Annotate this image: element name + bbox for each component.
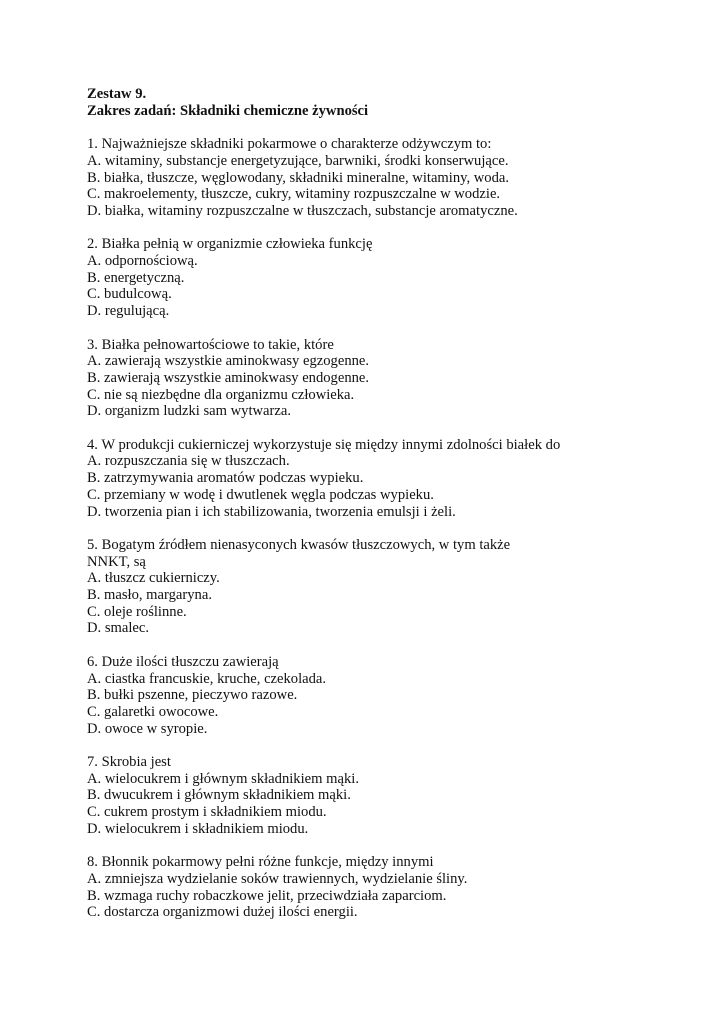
answer-option: A. ciastka francuskie, kruche, czekolada. [87,670,327,687]
question-text [87,337,687,354]
question-block [87,136,687,220]
question-text-content: 8. Błonnik pokarmowy pełni różne funkcje, między innymi [87,854,434,871]
answer-option: B. zawierają wszystkie aminokwasy endogenne. [87,369,370,386]
answer-option: C. galaretki owocowe. [87,703,219,720]
question-block [87,854,687,921]
answer-option: B. energetyczną. [87,269,185,286]
question-text-content: 4. W produkcji cukierniczej wykorzystuje się między innymi zdolności białek do [87,436,561,453]
question-text-content: 1. Najważniejsze składniki pokarmowe o charakterze odżywczym to: [87,136,492,153]
answer-option: A. rozpuszczania się w tłuszczach. [87,453,290,470]
answer-option: B. zatrzymywania aromatów podczas wypieku. [87,470,364,487]
answer-option: C. makroelementy, tłuszcze, cukry, witaminy rozpuszczalne w wodzie. [87,186,501,203]
question-text-content: 5. Bogatym źródłem nienasyconych kwasów tłuszczowych, w tym także NNKT, są [87,536,511,570]
question-text [87,537,687,570]
answer-option: C. cukrem prostym i składnikiem miodu. [87,804,327,821]
question-text-content: 2. Białka pełnią w organizmie człowieka funkcję [87,236,373,253]
document-page [87,86,687,938]
answer-option: B. masło, margaryna. [87,587,212,604]
answer-option: D. organizm ludzki sam wytwarza. [87,403,291,420]
document-header [87,86,687,119]
answer-option: A. zawierają wszystkie aminokwasy egzogenne. [87,353,370,370]
answer-option: B. dwucukrem i głównym składnikiem mąki. [87,787,351,804]
question-block [87,754,687,838]
answer-option: D. owoce w syropie. [87,720,208,737]
answer-option: D. białka, witaminy rozpuszczalne w tłuszczach, substancje aromatyczne. [87,202,518,219]
answer-option: D. smalec. [87,620,150,637]
answer-option: A. wielocukrem i głównym składnikiem mąki. [87,770,359,787]
question-block [87,437,687,521]
set-title: Zestaw 9. [87,86,147,102]
question-text [87,437,687,454]
question-list [87,136,687,921]
answer-option: B. wzmaga ruchy robaczkowe jelit, przeciwdziała zaparciom. [87,887,447,904]
answer-option: C. nie są niezbędne dla organizmu człowieka. [87,386,355,403]
answer-option: B. bułki pszenne, pieczywo razowe. [87,687,298,704]
answer-option: D. regulującą. [87,303,170,320]
answer-option: C. dostarcza organizmowi dużej ilości energii. [87,904,358,921]
question-text [87,654,687,671]
question-text-content: 7. Skrobia jest [87,754,171,771]
answer-option: A. odpornościową. [87,253,198,269]
answer-option: A. witaminy, substancje energetyzujące, barwniki, środki konserwujące. [87,152,509,169]
answer-option: A. zmniejsza wydzielanie soków trawiennych, wydzielanie śliny. [87,870,468,887]
question-block [87,654,687,738]
answer-option: D. tworzenia pian i ich stabilizowania, tworzenia emulsji i żeli. [87,503,456,520]
question-text [87,236,687,253]
answer-option: C. budulcową. [87,286,172,303]
answer-option: D. wielocukrem i składnikiem miodu. [87,820,309,837]
question-text-content: 3. Białka pełnowartościowe to takie, które [87,336,334,353]
answer-option: C. oleje roślinne. [87,603,187,620]
answer-option: B. białka, tłuszcze, węglowodany, składniki mineralne, witaminy, woda. [87,169,510,186]
question-text [87,754,687,771]
question-block [87,236,687,320]
question-text-content: 6. Duże ilości tłuszczu zawierają [87,653,279,670]
question-text [87,136,687,153]
question-block [87,537,687,637]
scope-title: Zakres zadań: Składniki chemiczne żywności [87,102,369,119]
answer-option: C. przemiany w wodę i dwutlenek węgla podczas wypieku. [87,486,434,503]
question-block [87,337,687,421]
question-text [87,854,687,871]
answer-option: A. tłuszcz cukierniczy. [87,570,220,587]
